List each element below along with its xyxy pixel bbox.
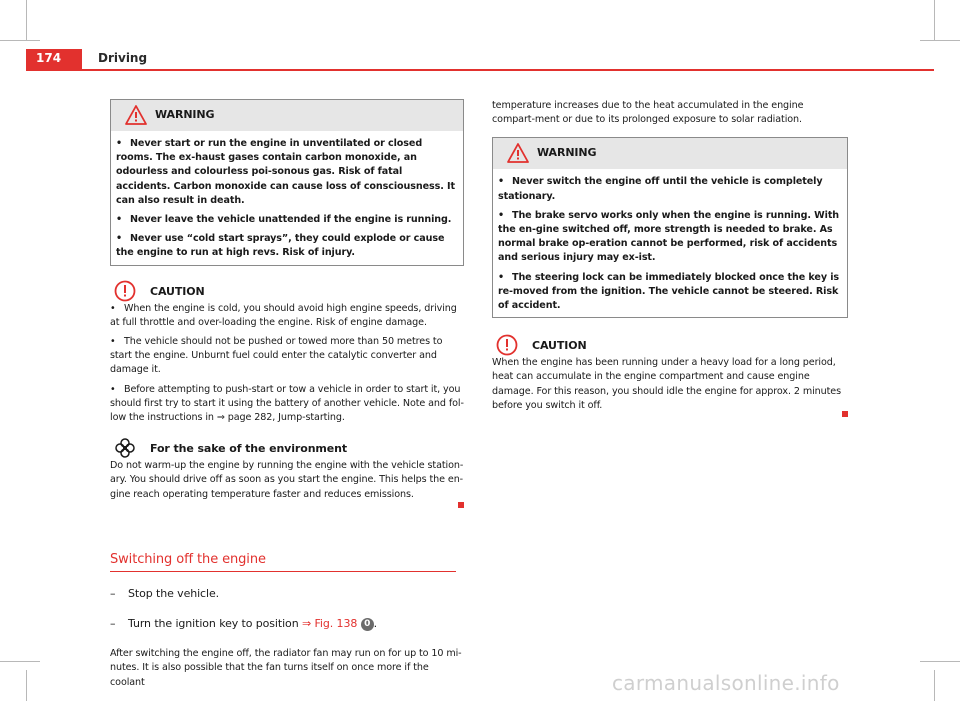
step-item: – Stop the vehicle.	[110, 587, 220, 601]
position-badge: 0	[361, 618, 374, 631]
crop-mark	[934, 670, 935, 701]
header-rule	[26, 69, 934, 71]
warning-item: • Never switch the engine off until the vehicle is completely stationary.	[498, 176, 823, 202]
caution-icon	[114, 280, 136, 302]
warning-label: WARNING	[155, 108, 215, 121]
warning-box	[492, 137, 848, 318]
caution-text: When the engine has been running under a heavy load for a long period, heat can accumulate in the engine compartment and cause engine damage. For this reason, you should idle the engine for approx. 2 minutes before you switch it off.	[492, 357, 841, 411]
crop-mark	[920, 661, 960, 662]
caution-item: • When the engine is cold, you should avoid high engine speeds, driving at full throttle and over-loading the engine. Risk of engine damage.	[110, 302, 457, 328]
caution-icon	[496, 334, 518, 356]
environment-label: For the sake of the environment	[150, 442, 348, 456]
crop-mark	[26, 0, 27, 40]
continuation-text: temperature increases due to the heat accumulated in the engine compart-ment or due to its prolonged exposure to solar radiation.	[492, 100, 804, 126]
warning-item: • Never leave the vehicle unattended if the engine is running.	[116, 214, 452, 226]
warning-box	[110, 99, 464, 266]
page-number: 174	[36, 51, 62, 65]
flower-icon	[114, 437, 136, 459]
section-title: Switching off the engine	[110, 553, 456, 572]
section-header: Driving	[98, 51, 148, 65]
warning-item: • Never use “cold start sprays”, they could explode or cause the engine to run at high revs. Risk of injury.	[116, 233, 445, 259]
warning-triangle-icon	[125, 105, 147, 125]
crop-mark	[0, 40, 40, 41]
caution-label: CAUTION	[532, 339, 587, 353]
crop-mark	[920, 40, 960, 41]
warning-item: • The brake servo works only when the engine is running. With the en-gine switched off, more strength is needed to brake. As normal brake op-eration cannot be performed, risk of accidents and serious injury may ex-ist.	[498, 209, 840, 264]
step-item: – Turn the ignition key to position ⇒ Fig. 138 0 .	[110, 617, 378, 631]
warning-item: • Never start or run the engine in unventilated or closed rooms. The ex-haust gases contain carbon monoxide, an odourless and colourless poi-sonous gas. Risk of fatal accidents. Carbon monoxide can cause loss of consciousness. It can also result in death.	[116, 138, 455, 206]
end-mark	[458, 502, 464, 508]
warning-header	[493, 138, 847, 169]
watermark: carmanualsonline.info	[612, 671, 840, 695]
warning-label: WARNING	[537, 146, 597, 160]
left-column	[110, 99, 464, 690]
caution-note	[110, 280, 464, 426]
after-paragraph: After switching the engine off, the radiator fan may run on for up to 10 mi-nutes. It is also possible that the fan turns itself on once more if the coolant	[110, 648, 462, 688]
caution-note	[492, 334, 848, 422]
right-column	[492, 99, 848, 422]
caution-item: • The vehicle should not be pushed or towed more than 50 metres to start the engine. Unburnt fuel could enter the catalytic converter and damage it.	[110, 336, 443, 376]
warning-header	[111, 100, 463, 131]
page-ref-link[interactable]: ⇒ page 282, Jump-starting.	[216, 412, 345, 424]
crop-mark	[0, 661, 40, 662]
environment-text: Do not warm-up the engine by running the engine with the vehicle station-ary. You should drive off as soon as you start the engine. This helps the en-gine reach operating temperature faster and reduces emissions.	[110, 460, 464, 500]
environment-note	[110, 437, 464, 513]
warning-triangle-icon	[507, 143, 529, 163]
crop-mark	[934, 0, 935, 40]
warning-item: • The steering lock can be immediately blocked once the key is re-moved from the ignition. The vehicle cannot be steered. Risk of accident.	[498, 271, 840, 312]
crop-mark	[26, 670, 27, 701]
end-mark	[842, 411, 848, 417]
caution-label: CAUTION	[150, 284, 205, 298]
figure-ref-link[interactable]: ⇒ Fig. 138	[301, 617, 358, 631]
caution-item: • Before attempting to push-start or tow a vehicle in order to start it, you should first try to start it using the battery of another vehicle. Note and fol-low the instructions in ⇒ page 282, Jump-starting.	[110, 383, 464, 424]
